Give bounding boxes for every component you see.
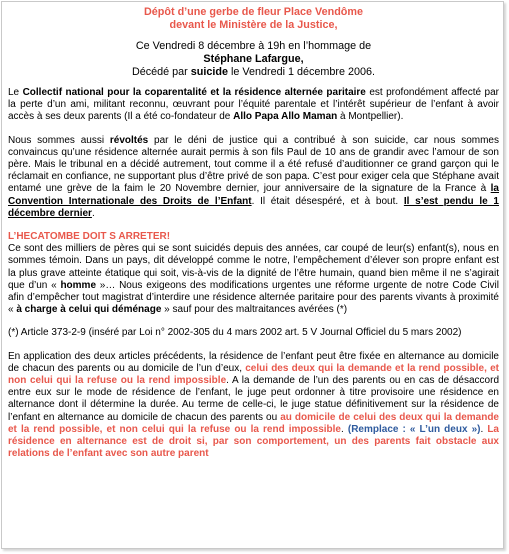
paragraph-collectif: Le Collectif national pour la coparentalité et la résidence alternée paritaire est profondément affecté par la perte d’un ami, militant reconnu, œuvrant pour l’équité parentale et l’intérêt supérieur de l’enfant à avoir accès à ses deux parents (Il a été co-fondateur de Allo Papa Allo Maman à Montpellier). bbox=[8, 87, 499, 123]
title-line-1: Dépôt d’une gerbe de fleur Place Vendôme bbox=[144, 6, 363, 18]
title-line-2: devant le Ministère de la Justice, bbox=[169, 19, 338, 31]
document-content bbox=[8, 6, 499, 460]
document-frame bbox=[1, 1, 504, 549]
tribute-death-line: Décédé par suicide le Vendredi 1 décembre 2006. bbox=[131, 66, 376, 78]
paragraph-hecatombe: Ce sont des milliers de pères qui se sont suicidés depuis des années, car coupé de leur(s) enfant(s), nous en sommes témoin. Dans un pays, dit développé comme le notre, l’empêchement d’élever son propre enfant est la plus grave atteinte étatique qui soit, vis-à-vis de la dignité de l’être humain, quand bien même il ne s’agirait que d’un « homme »… Nous exigeons des modifications urgentes une réforme urgente de notre Code Civil afin d’empêcher tout magistrat d’interdire une résidence alternée paritaire pour des parents vivants à proximité « à charge à celui qui déménage » sauf pour des maltraitances avérées (*) bbox=[8, 243, 499, 316]
tribute-date: Ce Vendredi 8 décembre à 19h en l’hommage de bbox=[135, 40, 372, 52]
paragraph-application: En application des deux articles précédents, la résidence de l’enfant peut être fixée en alternance au domicile de chacun des parents ou au domicile de l’un d’eux, celui des deux qui la demande et la rend possible, et non celui qui la refuse ou la rend impossible. A la demande de l’un des parents ou en cas de désaccord entre eux sur le mode de résidence de l’enfant, le juge peut ordonner à titre provisoire une résidence en alternance dont il détermine la durée. Au terme de celle-ci, le juge statue définitivement sur la résidence de l’enfant en alternance au domicile de chacun des parents ou au domicile de celui des deux qui la demande et la rend possible, et non celui qui la refuse ou la rend impossible. (Remplace : « L’un deux »). La résidence en alternance est de droit si, par son comportement, un des parents fait obstacle aux relations de l’enfant avec son autre parent bbox=[8, 350, 500, 460]
footnote: (*) Article 373-2-9 (inséré par Loi n° 2002-305 du 4 mars 2002 art. 5 V Journal Officiel du 5 mars 2002) bbox=[8, 327, 462, 339]
tribute-block bbox=[8, 40, 499, 79]
section-heading: L’HECATOMBE DOIT S ARRETER! bbox=[8, 231, 171, 243]
document-title bbox=[8, 6, 499, 32]
paragraph-revolt: Nous sommes aussi révoltés par le déni de justice qui a contribué à son suicide, car nous sommes convaincus qu’une résidence alternée aurait permis à son fils Paul de 10 ans de grandir avec l’amour de son père. Mais le tribunal en a décidé autrement, tout comme il a été refusé d’auditionner ce grand garçon qui le réclamait en confiance, ne supportant plus d’être privé de son papa. C’est pour exiger cela que Stéphane avait entamé une grève de la faim le 20 Novembre dernier, jour anniversaire de la signature de la France à la Convention Internationale des Droits de l’Enfant. Il était désespéré, et à bout. Il s’est pendu le 1 décembre dernier. bbox=[8, 134, 499, 219]
tribute-name: Stéphane Lafargue, bbox=[203, 53, 304, 65]
